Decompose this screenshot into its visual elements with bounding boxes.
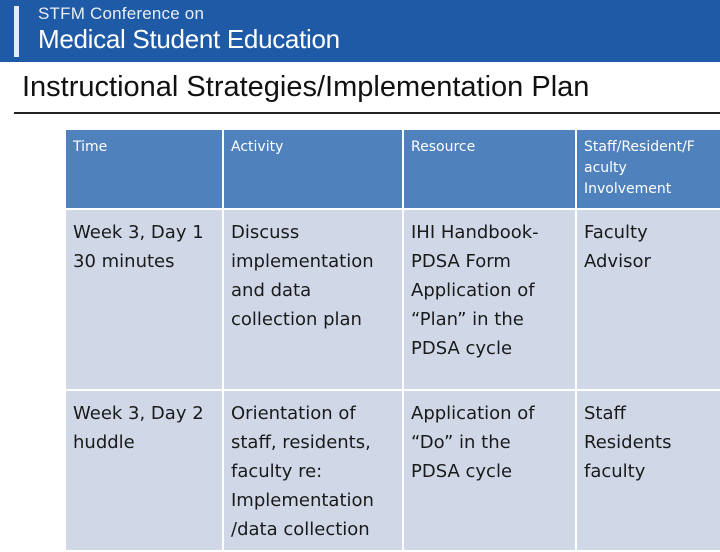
column-header-involvement — [576, 129, 720, 209]
cell-text: PDSA cycle — [411, 338, 513, 359]
cell-text: Week 3, Day 2 — [73, 403, 204, 424]
header-text: Resource — [411, 139, 476, 155]
column-header-time — [65, 129, 223, 209]
resource-cell — [403, 390, 576, 551]
header-text: Staff/Resident/F — [584, 139, 695, 155]
cell-text: huddle — [73, 432, 135, 453]
activity-cell — [223, 390, 403, 551]
cell-text: implementation — [231, 251, 374, 272]
involvement-cell — [576, 209, 720, 390]
title-divider — [14, 112, 720, 114]
cell-text: faculty re: — [231, 461, 323, 482]
resource-cell — [403, 209, 576, 390]
activity-cell — [223, 209, 403, 390]
cell-text: PDSA cycle — [411, 461, 513, 482]
table-row — [65, 390, 720, 551]
involvement-cell — [576, 390, 720, 551]
conference-header — [0, 0, 720, 62]
implementation-plan-table — [64, 128, 720, 552]
cell-text: Faculty — [584, 222, 648, 243]
table-header-row — [65, 129, 720, 209]
cell-text: staff, residents, — [231, 432, 371, 453]
cell-text: PDSA Form — [411, 251, 511, 272]
header-text: aculty — [584, 160, 627, 176]
header-text: Time — [73, 139, 108, 155]
cell-text: Advisor — [584, 251, 651, 272]
cell-text: collection plan — [231, 309, 362, 330]
cell-text: Orientation of — [231, 403, 356, 424]
column-header-activity — [223, 129, 403, 209]
cell-text: “Do” in the — [411, 432, 511, 453]
cell-text: “Plan” in the — [411, 309, 524, 330]
page-title: Instructional Strategies/Implementation Plan — [22, 71, 590, 103]
header-text: Activity — [231, 139, 284, 155]
header-accent-bar — [14, 6, 19, 57]
cell-text: /data collection — [231, 519, 370, 540]
conference-name-line1: STFM Conference on — [38, 4, 205, 23]
cell-text: IHI Handbook- — [411, 222, 539, 243]
column-header-resource — [403, 129, 576, 209]
cell-text: Residents — [584, 432, 672, 453]
cell-text: Discuss — [231, 222, 300, 243]
cell-text: Application of — [411, 280, 535, 301]
cell-text: Week 3, Day 1 — [73, 222, 204, 243]
header-text: Involvement — [584, 181, 672, 197]
table-row — [65, 209, 720, 390]
cell-text: Application of — [411, 403, 535, 424]
cell-text: faculty — [584, 461, 646, 482]
time-cell — [65, 390, 223, 551]
conference-name-line2: Medical Student Education — [38, 24, 340, 54]
cell-text: Staff — [584, 403, 626, 424]
cell-text: and data — [231, 280, 312, 301]
cell-text: 30 minutes — [73, 251, 175, 272]
cell-text: Implementation — [231, 490, 374, 511]
time-cell — [65, 209, 223, 390]
